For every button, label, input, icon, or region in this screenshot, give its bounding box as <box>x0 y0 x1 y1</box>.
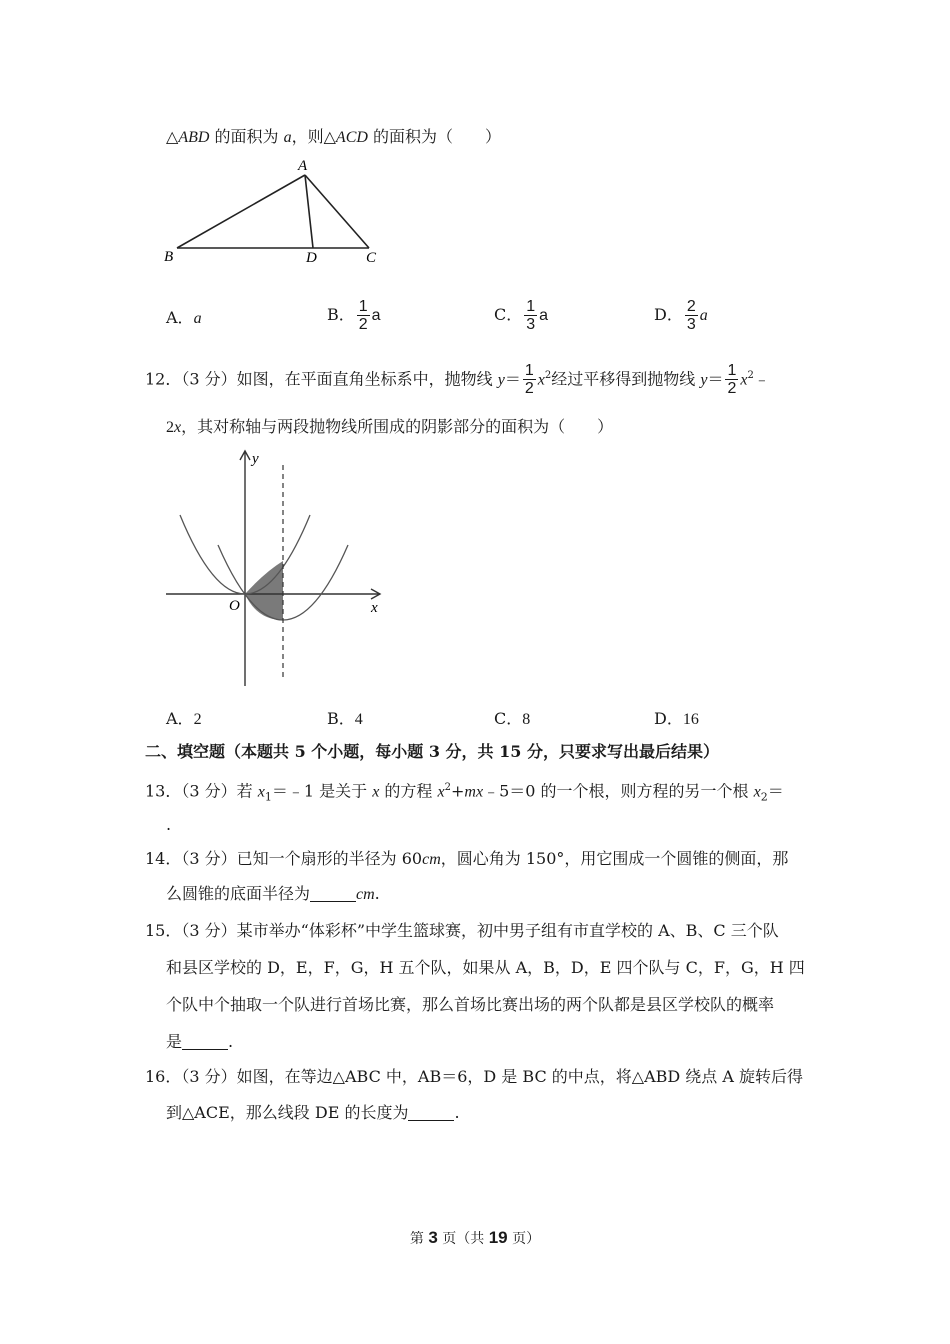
var-x: x <box>740 371 748 389</box>
vertex-a-label: A <box>298 158 308 174</box>
q12-option-a <box>166 708 202 731</box>
q12-option-d <box>654 708 699 731</box>
footer-text: 第 <box>409 1231 429 1247</box>
q14-line2 <box>166 883 380 906</box>
option-label: C． <box>494 709 523 728</box>
var-x: x <box>437 783 445 801</box>
exponent: 2 <box>444 782 451 793</box>
page-number: 3 <box>428 1228 438 1247</box>
question-text: 的方程 <box>379 781 438 801</box>
q15-line4 <box>166 1031 233 1053</box>
question-text: 经过平移得到抛物线 <box>551 369 701 389</box>
numerator: 1 <box>524 362 534 380</box>
q15-line3: 个队中个抽取一个队进行首场比赛，那么首场比赛出场的两个队都是县区学校队的概率 <box>166 995 775 1014</box>
option-label: B． <box>327 305 355 324</box>
question-text: ＝﹣1 是关于 <box>271 781 373 801</box>
footer-text: 页） <box>507 1231 541 1247</box>
numerator: 2 <box>686 298 696 315</box>
question-number: 13． <box>145 781 182 801</box>
subscript: 1 <box>264 790 272 804</box>
x-axis-label: x <box>371 600 378 616</box>
exponent: 2 <box>747 370 754 381</box>
footer-text: 页（共 <box>437 1231 489 1247</box>
subscript: 2 <box>760 790 768 804</box>
equals: ＝ <box>767 781 784 801</box>
option-label: A． <box>166 709 194 728</box>
numerator: 1 <box>526 298 536 315</box>
stem-text: 的面积为 <box>209 127 284 146</box>
vertex-d-label: D <box>306 250 317 266</box>
denominator: 2 <box>727 380 737 398</box>
origin-label: O <box>229 598 240 614</box>
fraction <box>357 298 370 333</box>
vertex-b-label: B <box>164 249 174 265</box>
q12-line1 <box>145 358 770 398</box>
option-label: A． <box>166 308 194 327</box>
var-a: a <box>283 129 292 146</box>
stem-text: 的面积为（ ） <box>367 127 502 146</box>
equals: ＝ <box>707 369 724 389</box>
triangle-figure <box>155 150 395 275</box>
option-value: 4 <box>354 711 363 728</box>
q11-option-a <box>166 307 202 330</box>
var-x: x <box>753 783 761 801</box>
shaded-region <box>245 561 283 620</box>
period: . <box>454 1103 460 1122</box>
option-label: B． <box>327 709 355 728</box>
question-text: 如图，在平面直角坐标系中，抛物线 <box>236 369 498 389</box>
q11-option-b <box>327 298 381 333</box>
vertex-c-label: C <box>366 250 377 266</box>
answer-blank[interactable] <box>182 1033 228 1050</box>
label-abd: ABD <box>178 129 210 146</box>
var-x: x <box>537 371 545 389</box>
parabola-figure <box>160 443 400 693</box>
y-axis-label: y <box>252 451 259 467</box>
answer-blank[interactable] <box>310 885 356 902</box>
var-x: x <box>174 419 182 436</box>
question-text: 么圆锥的底面半径为 <box>166 884 311 903</box>
period: . <box>374 884 380 903</box>
question-score: （3 分） <box>181 849 237 868</box>
question-text: 已知一个扇形的半径为 60 <box>236 849 423 868</box>
denominator: 2 <box>524 380 534 398</box>
label-acd: ACD <box>335 129 368 146</box>
answer-blank[interactable] <box>408 1104 454 1121</box>
q11-option-c <box>494 298 548 333</box>
numerator: 1 <box>727 362 737 380</box>
page-total: 19 <box>488 1228 508 1247</box>
option-label: C． <box>494 305 523 324</box>
question-score: （3 分） <box>181 369 237 389</box>
question-number: 16． <box>145 1067 182 1086</box>
page-footer <box>0 1228 950 1248</box>
question-number: 12． <box>145 369 182 389</box>
option-value: a <box>193 310 202 327</box>
minus-sign: ﹣ <box>753 369 770 389</box>
period: . <box>228 1032 234 1051</box>
option-tail: a <box>371 307 381 324</box>
option-value: 8 <box>522 711 531 728</box>
var-x: x <box>372 783 380 801</box>
q14-line1 <box>145 848 788 871</box>
coefficient: 2 <box>166 419 174 436</box>
q11-option-d <box>654 298 708 333</box>
numerator: 1 <box>358 298 368 315</box>
question-score: （3 分） <box>181 921 237 940</box>
q12-option-c <box>494 708 530 731</box>
question-score: （3 分） <box>181 1067 237 1086</box>
option-label: D． <box>654 305 683 324</box>
equals: ＝ <box>504 369 521 389</box>
question-text: 如图，在等边△ABC 中，AB＝6，D 是 BC 的中点，将△ABD 绕点 A 旋转后得 <box>236 1067 804 1086</box>
var-mx: mx <box>464 783 484 801</box>
q11-stem <box>166 126 501 149</box>
question-score: （3 分） <box>181 781 237 801</box>
question-text: 到△ACE，那么线段 DE 的长度为 <box>166 1103 409 1122</box>
question-number: 14． <box>145 849 182 868</box>
q15-line2: 和县区学校的 D，E，F，G，H 五个队，如果从 A，B，D，E 四个队与 C，F，G，H 四 <box>166 958 805 977</box>
stem-text: ，则△ <box>291 127 336 146</box>
denominator: 3 <box>526 316 536 333</box>
denominator: 3 <box>686 316 696 333</box>
question-text: ，圆心角为 150°，用它围成一个圆锥的侧面，那 <box>440 849 789 868</box>
option-tail: a <box>699 307 708 324</box>
fraction <box>725 362 738 397</box>
option-tail: a <box>539 307 549 324</box>
q16-line2 <box>166 1102 460 1124</box>
question-text: 是 <box>166 1032 183 1051</box>
var-y: y <box>700 371 708 389</box>
q13-line2: . <box>166 815 172 834</box>
option-value: 16 <box>682 711 699 728</box>
var-x: x <box>257 783 265 801</box>
question-text: ﹣5＝0 的一个根，则方程的另一个根 <box>483 781 754 801</box>
option-value: 2 <box>193 711 202 728</box>
denominator: 2 <box>358 316 368 333</box>
unit-cm: cm <box>356 886 375 903</box>
question-text: 某市举办“体彩杯”中学生篮球赛，初中男子组有市直学校的 A、B、C 三个队 <box>236 921 779 940</box>
question-text: ，其对称轴与两段抛物线所围成的阴影部分的面积为（ ） <box>181 417 614 436</box>
unit-cm: cm <box>422 851 441 868</box>
var-y: y <box>497 371 505 389</box>
section-heading: 二、填空题（本题共 5 个小题，每小题 3 分，共 15 分，只要求写出最后结果） <box>145 742 719 761</box>
exponent: 2 <box>544 370 552 381</box>
q12-line2 <box>166 416 613 439</box>
fraction <box>524 298 537 333</box>
fraction <box>523 362 536 397</box>
q13-line1 <box>145 777 784 809</box>
q16-line1 <box>145 1066 803 1088</box>
plus-sign: + <box>451 781 465 801</box>
question-text: 若 <box>236 781 258 801</box>
q12-option-b <box>327 708 363 731</box>
option-label: D． <box>654 709 683 728</box>
fraction <box>685 298 698 333</box>
question-number: 15． <box>145 921 182 940</box>
triangle-symbol: △ <box>166 129 179 146</box>
q15-line1 <box>145 920 779 942</box>
